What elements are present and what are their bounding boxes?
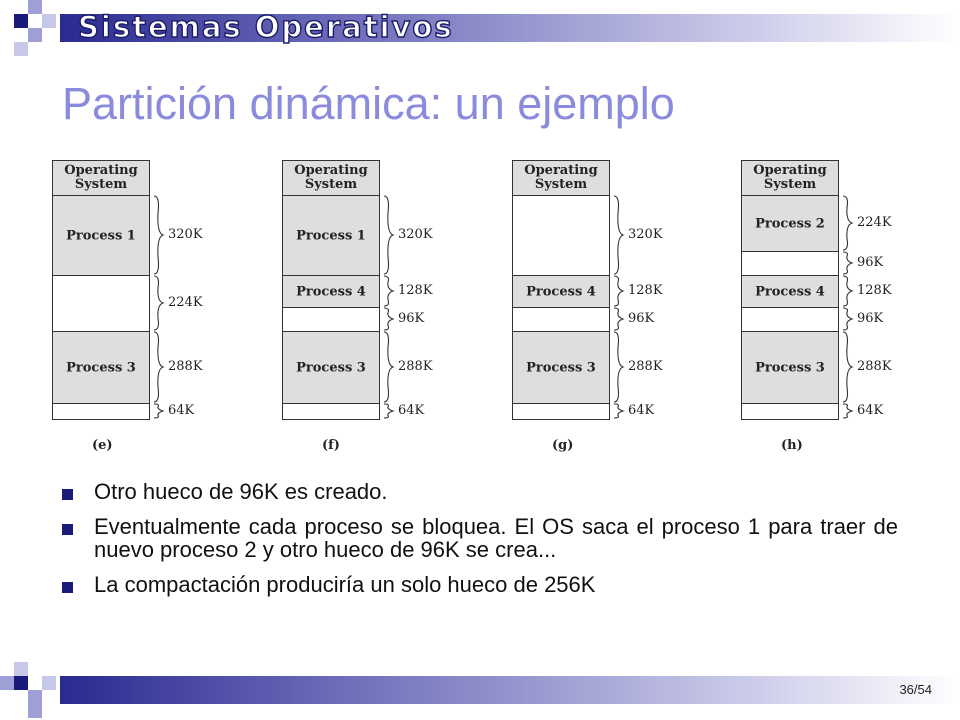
size-label: 96K [628,311,655,326]
free-hole-block [282,307,380,332]
bullet-square-icon [62,489,73,500]
brace-icon [612,403,626,419]
decor-square [14,14,28,28]
process-block [52,195,150,276]
free-hole-block [741,403,839,420]
bullet-item [58,573,898,596]
size-label: 288K [857,359,892,374]
size-label: 96K [857,311,884,326]
process-block [512,331,610,404]
diagram-caption: (f) [322,438,340,453]
footer-bar [60,676,960,704]
bullet-text: Eventualmente cada proceso se bloquea. El OS saca el proceso 1 para traer de nuevo proceso 2 y otro hueco de 96K se crea... [94,514,898,562]
brace-icon [382,195,396,275]
process-block [741,195,839,252]
process-label: Process 1 [66,228,136,243]
decor-square [42,14,56,28]
size-label: 224K [857,215,892,230]
free-hole-block [512,403,610,420]
process-label: Process 4 [296,284,366,299]
decor-square [28,690,42,704]
free-hole-block [741,307,839,332]
decor-square [14,676,28,690]
process-block [282,275,380,308]
bullet-text: Otro hueco de 96K es creado. [94,479,388,504]
brace-icon [152,403,166,419]
free-hole-block [512,307,610,332]
process-label: Process 1 [296,228,366,243]
size-label: 128K [398,283,433,298]
brace-icon [152,331,166,403]
process-label: Process 3 [526,360,596,375]
os-label: Operating System [524,163,598,192]
os-label: Operating System [753,163,827,192]
brace-icon [612,195,626,275]
brace-icon [841,403,855,419]
header-title: Sistemas Operativos [78,10,454,44]
size-label: 64K [628,403,655,418]
diagram-caption: (g) [552,438,574,453]
brace-icon [382,275,396,307]
process-label: Process 4 [755,284,825,299]
decor-square [0,676,14,690]
brace-icon [841,275,855,307]
process-label: Process 3 [755,360,825,375]
free-hole-block [52,403,150,420]
os-label: Operating System [64,163,138,192]
free-hole-block [512,195,610,276]
brace-icon [612,331,626,403]
slide-title: Partición dinámica: un ejemplo [62,78,675,129]
size-label: 224K [168,295,203,310]
bullet-list [58,480,898,608]
diagram-caption: (h) [781,438,803,453]
process-label: Process 2 [755,216,825,231]
size-label: 64K [168,403,195,418]
brace-icon [841,331,855,403]
brace-icon [382,331,396,403]
size-label: 288K [628,359,663,374]
process-block [282,331,380,404]
brace-icon [612,275,626,307]
size-label: 96K [398,311,425,326]
size-label: 96K [857,255,884,270]
free-hole-block [282,403,380,420]
decor-square [28,28,42,42]
os-block [52,160,150,196]
free-hole-block [52,275,150,332]
size-label: 64K [398,403,425,418]
size-label: 128K [628,283,663,298]
size-label: 128K [857,283,892,298]
page-number: 36/54 [899,682,932,697]
size-label: 320K [628,227,663,242]
bullet-item [58,480,898,503]
free-hole-block [741,251,839,276]
size-label: 320K [398,227,433,242]
bullet-square-icon [62,582,73,593]
process-block [52,331,150,404]
size-label: 288K [168,359,203,374]
size-label: 288K [398,359,433,374]
decor-square [14,42,28,56]
brace-icon [382,403,396,419]
brace-icon [382,307,396,331]
bullet-item [58,515,898,561]
brace-icon [152,275,166,331]
size-label: 64K [857,403,884,418]
decor-square [42,676,56,690]
process-label: Process 3 [66,360,136,375]
os-label: Operating System [294,163,368,192]
brace-icon [152,195,166,275]
brace-icon [841,251,855,275]
process-label: Process 4 [526,284,596,299]
os-block [282,160,380,196]
decor-square [28,0,42,14]
process-label: Process 3 [296,360,366,375]
size-label: 320K [168,227,203,242]
brace-icon [841,307,855,331]
os-block [741,160,839,196]
process-block [741,331,839,404]
bullet-text: La compactación produciría un solo hueco de 256K [94,572,596,597]
os-block [512,160,610,196]
brace-icon [841,195,855,251]
process-block [741,275,839,308]
diagram-caption: (e) [92,438,113,453]
brace-icon [612,307,626,331]
process-block [282,195,380,276]
bullet-square-icon [62,524,73,535]
decor-square [14,662,28,676]
process-block [512,275,610,308]
decor-square [28,704,42,718]
